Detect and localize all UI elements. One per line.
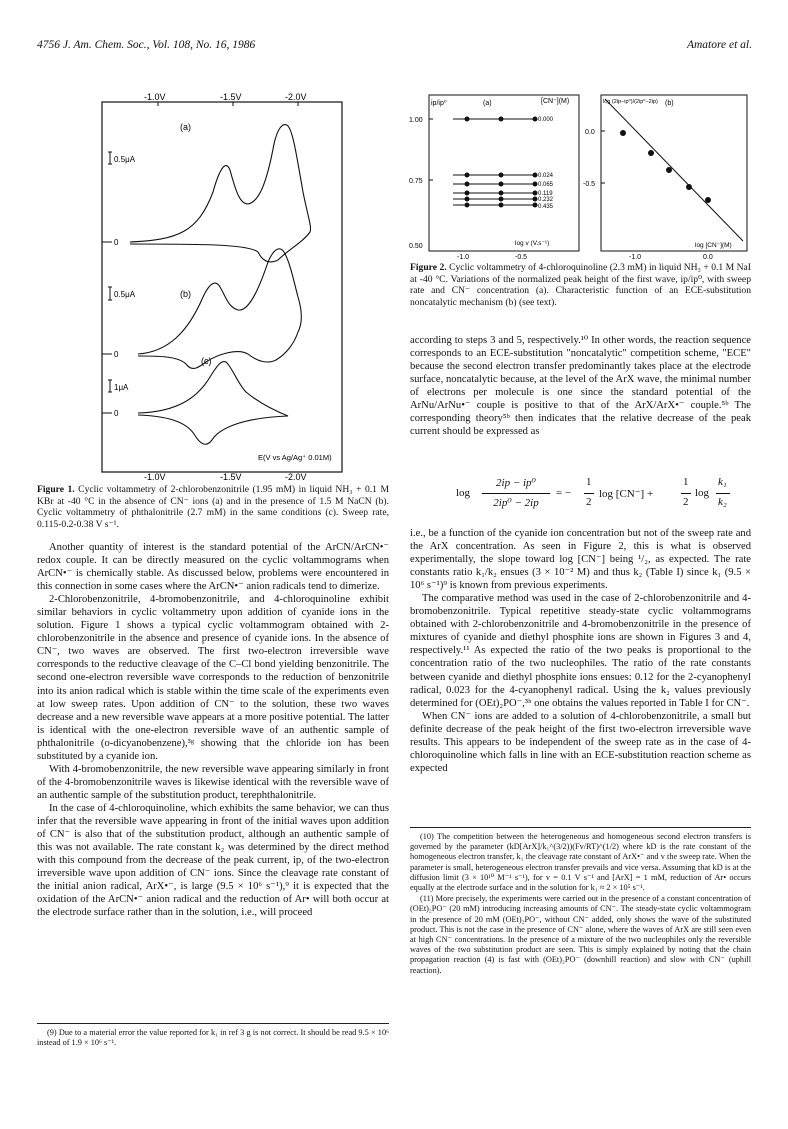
eq-log-cn: log [CN⁻] + xyxy=(599,488,654,500)
fig2a-conc-2: 0.024 xyxy=(538,173,554,179)
right-footnotes xyxy=(410,832,751,977)
fig2a-panel-label: (a) xyxy=(483,100,492,107)
fig1-panel-c-label: (c) xyxy=(201,356,212,366)
fig1-bottom-tick-1: -1.0V xyxy=(144,472,166,480)
fig1-voltammogram-b xyxy=(138,249,301,369)
fig2a-points xyxy=(465,117,538,208)
right-paragraph-1: according to steps 3 and 5, respectively.¹⁰ In other words, the reaction sequence corresponds to an ECE-substitution "noncatalytic" competition scheme, "ECE" because the second electron transfer predominantly takes place at the electrode surface, noncatalytic because, at the level of the ArX wave, the minimal number of electrons per molecule is one since the standard potential of the ArNu/ArNu•⁻ couple is positive to that of the ArX/ArX•⁻ couple.⁵ᵇ The corresponding theory⁵ᵇ then indicates that the relative decrease of the peak current should be expressed as xyxy=(410,335,751,438)
eq-k-bar xyxy=(716,493,730,494)
eq-k1: k₁ xyxy=(718,476,727,488)
eq-log: log xyxy=(456,487,471,499)
running-header-left: 4756 J. Am. Chem. Soc., Vol. 108, No. 16, 1986 xyxy=(37,39,256,51)
eq-half1-den: 2 xyxy=(586,496,592,508)
left-footnote-rule xyxy=(37,1023,389,1024)
eq-half2-bar xyxy=(681,493,691,494)
fig2a-conc-6: 0.435 xyxy=(538,204,554,210)
figure-2-caption xyxy=(410,262,751,308)
eq-fraction-bar xyxy=(482,493,550,494)
eq-half1-num: 1 xyxy=(586,476,592,488)
fig1-panel-a-label: (a) xyxy=(180,122,191,132)
fig1-xlabel: E(V vs Ag/Ag⁺ 0.01M) xyxy=(258,453,332,462)
left-paragraph-1: Another quantity of interest is the standard potential of the ArCN/ArCN•⁻ redox couple. It can be directly measured on the cyclic voltammograms when ArCN•⁻ is chemically stable. As discussed below, problems were encountered in this connection in some cases where the ArCN•⁻ anion radicals tend to dimerize. xyxy=(37,542,389,593)
right-footnote-rule xyxy=(410,827,751,828)
eq-equals: = − xyxy=(556,487,572,499)
fig1-scale-c: 1μA xyxy=(114,383,129,392)
fig1-bottom-tick-2: -1.5V xyxy=(220,472,242,480)
figure-1-caption-label: Figure 1. xyxy=(37,484,75,495)
fig1-scale-a: 0.5μA xyxy=(114,155,136,164)
fig2b-ylabel: log (2ip−ip⁰)/(2ip⁰−2ip) xyxy=(603,99,658,105)
fig2a-xtick-1: -1.0 xyxy=(457,254,470,261)
fig2b-fit-line xyxy=(605,99,743,241)
fig2a-conc-4: 0.119 xyxy=(538,191,553,197)
right-column-intro xyxy=(410,334,751,438)
eq-numerator: 2ip − ip⁰ xyxy=(496,477,536,489)
left-paragraph-4: In the case of 4-chloroquinoline, which exhibits the same behavior, we can thus infer that the reversible wave appearing in front of the initial waves upon addition of CN⁻ is also that of the substitution product, although an authentic sample of this was not available. The rate constant k₂ was determined by the direct method with this compound from the decrease of the peak current, ip, of the two-electron irreversible wave upon addition of CN⁻ ions. Since the cleavage rate constant of the initial anion radical, ArX•⁻, is large (9.5 × 10⁶ s⁻¹),⁹ it is expected that the oxidation of the ArCN•⁻ anion radical and the reduction of Ar• will both occur at the electrode surface rather than in the solution, i.e., will proceed xyxy=(37,802,389,919)
fig2a-conc-5: 0.232 xyxy=(538,197,554,203)
fig1-bottom-tick-3: -2.0V xyxy=(285,472,307,480)
fig2b-panel-label: (b) xyxy=(665,100,674,107)
footnote-11: (11) More precisely, the experiments were carried out in the presence of a constant concentration of (OEt)₂PO⁻ (20 mM) introducing increasing amounts of CN⁻. The steady-state cyclic voltammogram in the presence of 20 mM (OEt)₂PO⁻, without CN⁻ added, only shows the wave of the substituted product. This is not the case in the presence of CN⁻ alone, where the waves of ArX are still seen even at high CN⁻ concentrations. In the presence of a mixture of the two nucleophiles only the reversible waves of the two substitution product are seen. This is simply explained by noting that the chain propagation reaction (4) is fast with (OEt)₂PO⁻ (downhill reaction) and slow with CN⁻ (uphill reaction). xyxy=(410,894,751,975)
fig2b-ytick-2: -0.5 xyxy=(583,181,596,188)
left-footnote xyxy=(37,1028,389,1049)
eq-half2-num: 1 xyxy=(683,476,689,488)
running-header xyxy=(37,39,752,55)
fig2b-points xyxy=(620,130,711,203)
fig2b-xtick-1: -1.0 xyxy=(629,254,642,261)
eq-log2: log xyxy=(695,487,710,499)
fig2b-xlabel: log [CN⁻](M) xyxy=(695,242,732,249)
fig1-voltammogram-a xyxy=(130,125,311,262)
fig2b-xtick-2: 0.0 xyxy=(703,254,713,261)
figure-1-caption xyxy=(37,484,389,530)
eq-half2-den: 2 xyxy=(683,496,689,508)
fig1-top-tick-1: -1.0V xyxy=(144,92,166,102)
left-column-body xyxy=(37,541,389,919)
fig1-scale-b: 0.5μA xyxy=(114,290,136,299)
fig1-top-tick-2: -1.5V xyxy=(220,92,242,102)
fig2a-conc-3: 0.065 xyxy=(538,182,554,188)
running-header-right: Amatore et al. xyxy=(686,39,752,51)
right-paragraph-2: i.e., be a function of the cyanide ion concentration but not of the sweep rate and the ArX concentration. As seen in Figure 2, this is what is observed experimentally, the slope toward log [CN⁻] being ¹/₂, as expected. The rate constants ratio k₁/k₂ ensues (3 × 10⁻² M) and thus k₂ (Table I) since k₁ (9.5 × 10⁶ s⁻¹)⁹ is known from previous experiments. xyxy=(410,528,751,592)
eq-k2: k₂ xyxy=(718,496,727,508)
fig1-panel-b-label: (b) xyxy=(180,289,191,299)
fig2a-ytick-2: 0.75 xyxy=(409,178,423,185)
eq-denominator: 2ip⁰ − 2ip xyxy=(493,497,539,509)
right-paragraph-3: The comparative method was used in the case of 2-chlorobenzonitrile and 4-bromobenzonitrile. Typical repetitive steady-state cyclic voltammograms obtained with 2-chlorobenzonitrile and 4-bromobenzonitrile in the presence of mixtures of cyanide and diethyl phosphite ions are shown in Figures 3 and 4, respectively.¹¹ As expected the ratio of the two peaks is proportional to the concentration ratio of the two nucleophiles. The ratio of the rate constants between cyanide and diethyl phosphite ions ensues: 0.12 for the 2-cyanophenyl radical, 0.023 for the 4-cyanophenyl radical. Using the k₂ values previously determined for (OEt)₂PO⁻,³ʰ one obtains the values reported in Table I for CN⁻. xyxy=(410,593,751,709)
fig1-top-tick-3: -2.0V xyxy=(285,92,307,102)
fig2b-ytick-1: 0.0 xyxy=(585,129,595,136)
eq-half1-bar xyxy=(584,493,594,494)
footnote-9: (9) Due to a material error the value reported for k₁ in ref 3 g is not correct. It should be read 9.5 × 10⁶ instead of 1.9 × 10⁶ s⁻¹. xyxy=(37,1028,389,1048)
fig2a-xlabel: log v (V.s⁻¹) xyxy=(515,240,550,247)
fig2a-ylabel: ip/ip⁰ xyxy=(431,100,447,107)
fig1-zero-a: 0 xyxy=(114,238,119,247)
right-paragraph-4: When CN⁻ ions are added to a solution of 4-chlorobenzonitrile, a small but definite decrease of the peak height of the first two-electron irreversible wave results. This appears to be independent of the sweep rate as in the case of 4-chloroquinoline which falls in line with an ECE-substitution reaction scheme as expected xyxy=(410,710,751,774)
equation xyxy=(456,470,727,520)
fig2a-cn-label: [CN⁻](M) xyxy=(541,98,570,105)
fig1-zero-b: 0 xyxy=(114,350,119,359)
fig2a-conc-1: 0.000 xyxy=(538,117,554,123)
figure-1 xyxy=(98,92,348,480)
figure-2-caption-label: Figure 2. xyxy=(410,262,447,273)
fig2a-ytick-3: 0.50 xyxy=(409,243,423,250)
fig2a-xtick-2: -0.5 xyxy=(515,254,528,261)
footnote-10: (10) The competition between the heterogeneous and homogeneous second electron transfers is governed by the parameter (kD[ArX]/k₁^(3/2))(Fv/RT)^(1/2) where kD is the rate constant of the homogeneous electron transfer, k₁ the cleavage rate constant of ArX•⁻ and v the sweep rate. When the parameter is small, heterogeneous electron transfer prevails and vice versa. Assuming that kD is at the diffusion limit (3 × 10¹⁰ M⁻¹ s⁻¹), for v = 0.1 V s⁻¹ and [ArX] = 1 mM, reduction of Ar• occurs equally at the electrode surface and in the solution for k₁ ≈ 2 × 10⁵ s⁻¹. xyxy=(410,832,751,893)
left-paragraph-3: With 4-bromobenzonitrile, the new reversible wave appearing similarly in front of the 4-bromobenzonitrile waves is likewise identical with the reversible wave of an authentic sample of the substitution product, terephthalonitrile. xyxy=(37,763,389,801)
figure-2 xyxy=(403,91,753,261)
fig1-zero-c: 0 xyxy=(114,409,119,418)
right-column-body xyxy=(410,527,751,775)
fig1-voltammogram-c xyxy=(138,362,288,445)
left-paragraph-2: 2-Chlorobenzonitrile, 4-bromobenzonitrile, and 4-chloroquinoline exhibit similar behaviors in cyclic voltammetry upon addition of cyanide ions in the solution. Figure 1 shows a typical cyclic voltammogram obtained with 2-chlorobenzonitrile in the absence and presence of cyanide ions. In the absence of CN⁻, two waves are observed. The first two-electron irreversible wave corresponds to the reductive cleavage of the C–Cl bond yielding benzonitrile. The second one-electron reversible wave corresponds to the reduction of benzonitrile into its anion radical which is stable within the time scale of the experiments even at low sweep rates. Upon addition of CN⁻ to the solution, these two waves decrease and a new reversible wave appears at a more positive potential. The latter is identical with the one-electron reversible wave of an authentic sample of phthalonitrile (o-dicyanobenzene),³ᵍ showing that the chloride ion has been substituted by a cyanide ion. xyxy=(37,594,389,762)
figure-1-caption-text: Cyclic voltammetry of 2-chlorobenzonitrile (1.95 mM) in liquid NH₃ + 0.1 M KBr at -40 °C in the absence of CN⁻ ions (a) and in the presence of 1.5 M NaCN (b). Cyclic voltammetry of phthalonitrile (2.7 mM) in the same conditions (c). Sweep rate, 0.115-0.2-0.38 V s⁻¹. xyxy=(37,484,389,530)
figure-2-caption-text: Cyclic voltammetry of 4-chloroquinoline (2.3 mM) in liquid NH₃ + 0.1 M NaI at -40 °C. Variations of the normalized peak height of the first wave, ip/ip⁰, with sweep rate and CN⁻ concentration (a). Characteristic function of an ECE-substitution noncatalytic mechanism (b) (see text). xyxy=(410,262,751,308)
fig2a-ytick-1: 1.00 xyxy=(409,117,423,124)
